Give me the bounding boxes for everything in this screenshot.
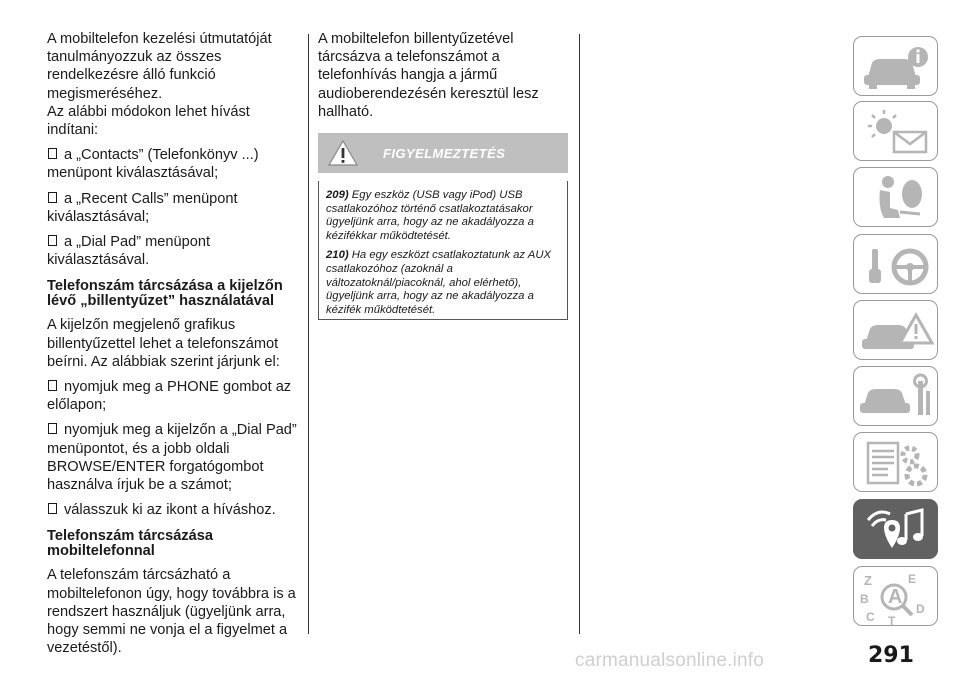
section-heading: Telefonszám tárcsázása a kijelzőn lévő „billentyűzet” használatával bbox=[47, 278, 283, 310]
checkbox-bullet-icon bbox=[48, 235, 57, 246]
svg-text:Z: Z bbox=[864, 573, 872, 588]
paragraph: A kijelzőn megjelenő grafikus billentyűzettel lehet a telefonszámot beírni. Az alábbiak szerint járjunk el: bbox=[47, 317, 280, 370]
list-item: nyomjuk meg a kijelzőn a „Dial Pad” menüpontot, és a jobb oldali BROWSE/ENTER forgatógombot használva írjuk be a számot; bbox=[47, 422, 297, 494]
svg-text:C: C bbox=[866, 610, 875, 624]
car-info-icon bbox=[854, 37, 939, 97]
list-item: a „Contacts” (Telefonkönyv ...) menüpont kiválasztásával; bbox=[47, 147, 259, 182]
tab-emergency[interactable] bbox=[853, 300, 938, 360]
tab-starting-driving[interactable] bbox=[853, 234, 938, 294]
list-item: nyomjuk meg a PHONE gombot az előlapon; bbox=[47, 379, 292, 414]
warning-box bbox=[318, 133, 568, 320]
tab-technical-data[interactable] bbox=[853, 432, 938, 492]
index-icon bbox=[854, 567, 939, 627]
svg-text:D: D bbox=[916, 602, 925, 616]
tab-safety[interactable] bbox=[853, 167, 938, 227]
list-item: a „Recent Calls” menüpont kiválasztásával; bbox=[47, 190, 238, 225]
warning-triangle-icon bbox=[327, 139, 359, 167]
right-column bbox=[318, 30, 570, 128]
starting-driving-icon bbox=[854, 235, 939, 295]
checkbox-bullet-icon bbox=[48, 423, 57, 434]
technical-data-icon bbox=[854, 433, 939, 493]
section-heading: Telefonszám tárcsázása mobiltelefonnal bbox=[47, 528, 214, 560]
list-item: a „Dial Pad” menüpont kiválasztásával. bbox=[47, 234, 211, 269]
svg-text:E: E bbox=[908, 572, 917, 586]
warning-body bbox=[318, 181, 568, 320]
svg-text:T: T bbox=[888, 614, 896, 627]
warning-header bbox=[318, 133, 568, 173]
airbag-seat-icon bbox=[854, 168, 939, 228]
warning-lights-icon bbox=[854, 102, 939, 162]
tab-car-info[interactable] bbox=[853, 36, 938, 96]
tab-multimedia[interactable] bbox=[853, 499, 938, 559]
checkbox-bullet-icon bbox=[48, 380, 57, 391]
checkbox-bullet-icon bbox=[48, 148, 57, 159]
svg-text:A: A bbox=[888, 586, 903, 608]
checkbox-bullet-icon bbox=[48, 503, 57, 514]
multimedia-icon bbox=[854, 500, 939, 560]
left-column bbox=[47, 30, 299, 664]
warning-item: 209) Egy eszköz (USB vagy iPod) USB csatlakozóhoz történő csatlakoztatásakor ügyeljünk arra, hogy az ne akadályozza a kézifékkar működtetését. bbox=[326, 189, 534, 242]
intro-text: A mobiltelefon kezelési útmutatóját tanulmányozzuk az összes rendelkezésre álló funkció megismeréséhez. bbox=[47, 31, 272, 102]
warning-item: 210) Ha egy eszközt csatlakoztatunk az AUX csatlakozóhoz (azoknál a változatoknál/piacoknál, ahol elérhető), ügyeljünk arra, hogy az ne akadályozza a kézifék működtetését. bbox=[326, 249, 552, 316]
page-number: 291 bbox=[868, 643, 914, 668]
maintenance-icon bbox=[854, 367, 939, 427]
list-item: válasszuk ki az ikont a híváshoz. bbox=[47, 501, 299, 519]
paragraph: A mobiltelefon billentyűzetével tárcsázva a telefonszámot a telefonhívás hangja a jármű audioberendezésén keresztül lesz hallható. bbox=[318, 31, 539, 120]
column-divider bbox=[308, 34, 309, 634]
warning-title: FIGYELMEZTETÉS bbox=[383, 146, 506, 161]
emergency-icon bbox=[854, 301, 939, 361]
paragraph: A telefonszám tárcsázható a mobiltelefonon úgy, hogy továbbra is a rendszert használjuk (ügyeljünk arra, hogy semmi ne vonja el a figyelmet a vezetéstől). bbox=[47, 567, 296, 657]
tab-index[interactable] bbox=[853, 566, 938, 626]
column-divider bbox=[579, 34, 580, 634]
svg-text:B: B bbox=[860, 592, 869, 606]
tab-maintenance[interactable] bbox=[853, 366, 938, 426]
watermark: carmanualsonline.info bbox=[575, 650, 765, 671]
intro-text-2: Az alábbi módokon lehet hívást indítani: bbox=[47, 103, 250, 139]
checkbox-bullet-icon bbox=[48, 192, 57, 203]
tab-warning-lights[interactable] bbox=[853, 101, 938, 161]
